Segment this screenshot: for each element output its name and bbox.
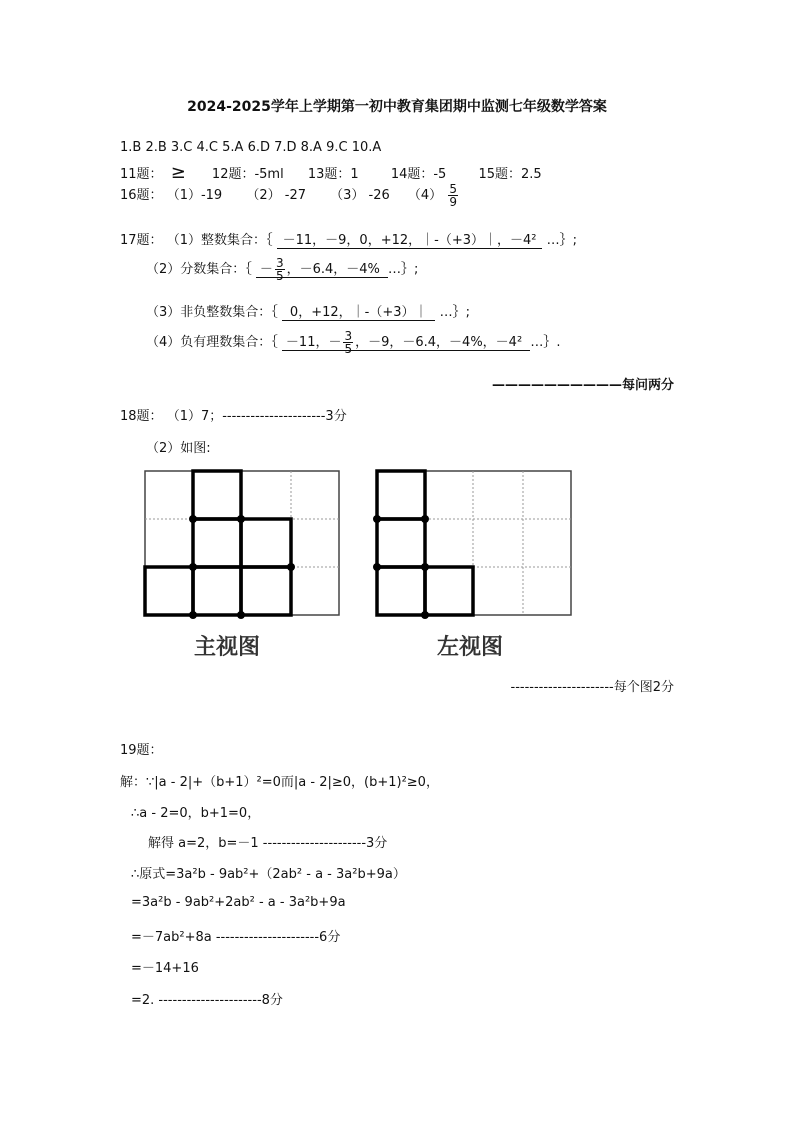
q19-line6: =－7ab²+8a ----------------------6分: [131, 930, 341, 945]
q17-line2-den: 5: [275, 269, 284, 283]
q17-line2-suffix: …｝;: [388, 262, 419, 277]
q18-p1: （1）7；----------------------3分: [166, 409, 347, 424]
q15-answer: 15题：2.5: [478, 167, 542, 182]
q13-answer: 13题：1: [307, 167, 359, 182]
q16-p4-den: 9: [449, 195, 457, 209]
q18-p1-row: [120, 405, 347, 424]
q18-label: 18题：: [120, 409, 163, 424]
q17-line1: [120, 229, 577, 248]
q17-line3-content: 0，+12，｜-（+3）｜: [282, 305, 436, 321]
q19-line5: =3a²b - 9ab²+2ab² - a - 3a²b+9a: [131, 895, 346, 910]
q18-score-note: ----------------------每个图2分: [510, 680, 674, 695]
q14-answer: 14题：-5: [390, 167, 447, 182]
q17-line3-suffix: …｝;: [439, 305, 471, 320]
q17-line2-fraction: [275, 257, 285, 282]
q19-line8: =2. ----------------------8分: [131, 993, 283, 1008]
q17-label: 17题：: [120, 233, 163, 248]
q16-p4-label: （4）: [407, 188, 443, 203]
q17-line4-num: 3: [344, 329, 353, 343]
q16-label: 16题：: [120, 188, 163, 203]
q16-p3: （3） -26: [330, 188, 390, 203]
q17-line1-prefix: （1）整数集合：｛: [166, 233, 273, 248]
q16-p4-num: 5: [449, 182, 457, 196]
q17-line4-content-a: －11，－: [285, 335, 342, 350]
q16-p1: （1）-19: [166, 188, 223, 203]
q19-line1: 解：∵|a - 2|+（b+1）²=0而|a - 2|≥0，(b+1)²≥0，: [120, 775, 439, 790]
q17-line4: [146, 330, 560, 355]
page-title: 2024-2025学年上学期第一初中教育集团期中监测七年级数学答案: [187, 99, 607, 115]
left-view-outline: [377, 471, 473, 615]
q19-line7: =－14+16: [131, 961, 199, 976]
q17-line2-sign: －: [259, 262, 273, 277]
left-view-label: 左视图: [436, 635, 504, 660]
mc-answers: 1.B 2.B 3.C 4.C 5.A 6.D 7.D 8.A 9.C 10.A: [120, 140, 382, 155]
q16-p4-fraction: [448, 183, 458, 208]
front-view-outline: [145, 471, 291, 615]
q17-line4-prefix: （4）负有理数集合：｛: [146, 335, 278, 350]
q19-line3: 解得 a=2，b=－1 ----------------------3分: [148, 836, 388, 851]
q11-15-row: [120, 162, 542, 183]
q19-line4: ∴原式=3a²b - 9ab²+（2ab² - a - 3a²b+9a）: [131, 867, 406, 882]
q17-line2-prefix: （2）分数集合：｛: [146, 262, 252, 277]
q17-line2-answer: [256, 256, 388, 283]
q17-line4-den: 5: [344, 342, 353, 356]
q19-label: 19题：: [120, 743, 163, 758]
three-view-figure: [140, 466, 580, 666]
front-view-label: 主视图: [193, 635, 261, 660]
q17-line4-fraction: [343, 330, 353, 355]
q17-line2-num: 3: [275, 256, 284, 270]
q17-line2-content: ，－6.4，－4%: [286, 262, 380, 277]
q16-row: [120, 183, 460, 208]
q17-line3: [146, 301, 470, 320]
left-view: [373, 471, 571, 619]
q11-answer: ≥: [170, 162, 186, 183]
q19-line2: ∴a - 2=0，b+1=0，: [131, 806, 261, 821]
q17-line4-suffix: …｝.: [530, 335, 561, 350]
q18-p2: （2）如图:: [146, 441, 211, 456]
q12-answer: 12题：-5ml: [211, 167, 284, 182]
q17-line2: [146, 257, 418, 282]
q11-label: 11题：: [120, 167, 163, 182]
q16-p2: （2） -27: [246, 188, 306, 203]
q17-score-note: ——————————每问两分: [491, 378, 674, 393]
q17-line1-suffix: …｝;: [546, 233, 577, 248]
front-view: [145, 471, 339, 619]
q17-line4-answer: [282, 329, 530, 356]
q17-line1-content: －11，－9，0，+12，｜-（+3）｜，－4²: [277, 233, 543, 249]
q17-line4-content-b: ，－9，－6.4，－4%，－4²: [355, 335, 523, 350]
q17-line3-prefix: （3）非负整数集合：｛: [146, 305, 278, 320]
